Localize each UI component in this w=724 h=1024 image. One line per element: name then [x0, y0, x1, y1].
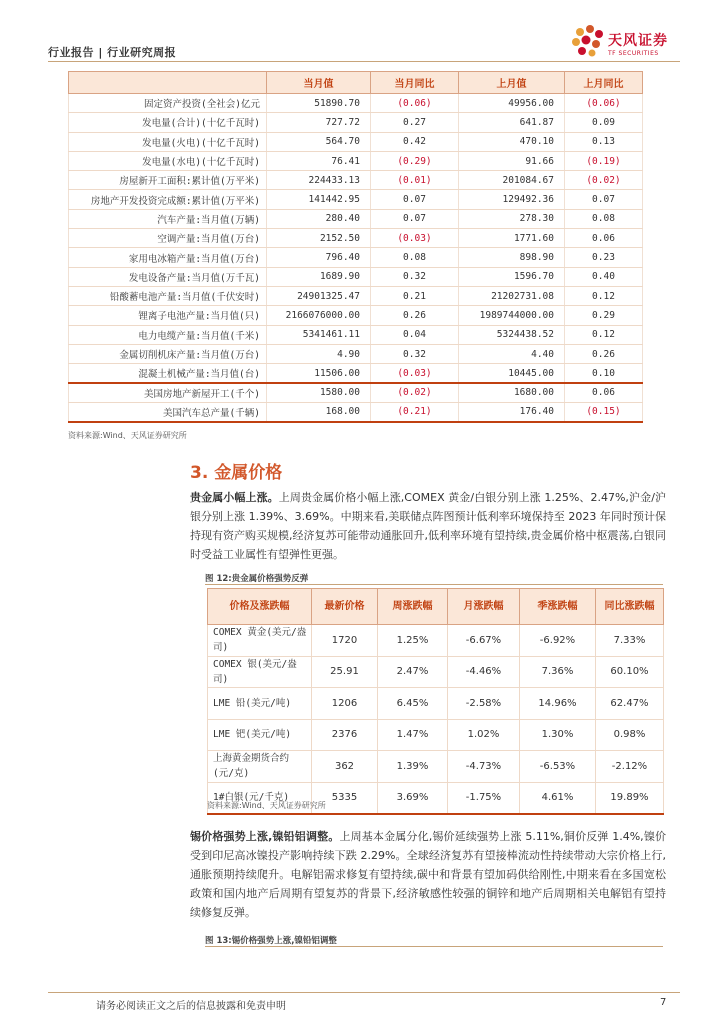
row-label: 固定资产投资(全社会)亿元: [69, 94, 267, 113]
table-row: [69, 151, 643, 170]
table-row: [69, 190, 643, 209]
weekly-change: 6.45%: [378, 688, 448, 720]
row-label: 混凝土机械产量:当月值(台): [69, 364, 267, 383]
quarterly-change: -6.92%: [520, 625, 596, 657]
macro-data-table: [68, 71, 643, 423]
table-row: [69, 209, 643, 228]
previous-value: 5324438.52: [459, 325, 565, 344]
current-value: 76.41: [267, 151, 371, 170]
previous-yoy: 0.29: [565, 306, 643, 325]
figure-12-divider: [205, 584, 663, 585]
metal-name: COMEX 黄金(美元/盎司): [208, 625, 312, 657]
row-label: 美国房地产新屋开工(千个): [69, 383, 267, 402]
weekly-change: 1.25%: [378, 625, 448, 657]
previous-value: 91.66: [459, 151, 565, 170]
yoy-change: 60.10%: [596, 656, 664, 688]
previous-value: 470.10: [459, 132, 565, 151]
monthly-change: -4.73%: [448, 751, 520, 783]
base-metals-paragraph: [190, 827, 666, 922]
table-row: [69, 325, 643, 344]
monthly-change: -6.67%: [448, 625, 520, 657]
current-value: 11506.00: [267, 364, 371, 383]
previous-yoy: (0.19): [565, 151, 643, 170]
current-yoy: (0.06): [371, 94, 459, 113]
previous-value: 1771.60: [459, 229, 565, 248]
current-value: 1689.90: [267, 267, 371, 286]
metal-name: LME 铅(美元/吨): [208, 688, 312, 720]
previous-yoy: 0.06: [565, 229, 643, 248]
figure-12-title: 图 12:贵金属价格强势反弹: [205, 574, 309, 584]
previous-value: 201084.67: [459, 171, 565, 190]
paragraph-body: 上周贵金属价格小幅上涨,COMEX 黄金/白银分别上涨 1.25%、2.47%,沪金/沪银分别上涨 1.39%、3.69%。中期来看,美联储点阵图预计低利率环境保持至 2023 年同时预计保持现有资产购买规模,经济复苏可能带动通胀回升,低利率环境有望持续,贵金属价格中枢震荡,白银同时受益工业属性有望弹性更强。: [190, 491, 667, 561]
monthly-change: -1.75%: [448, 782, 520, 814]
monthly-change: 1.02%: [448, 719, 520, 751]
current-yoy: 0.32: [371, 344, 459, 363]
table-row: [208, 751, 664, 783]
row-label: 金属切削机床产量:当月值(万台): [69, 344, 267, 363]
footer-disclaimer: 请务必阅读正文之后的信息披露和免责申明: [96, 1001, 286, 1012]
previous-yoy: 0.40: [565, 267, 643, 286]
table-row: [208, 656, 664, 688]
table-header-row: [69, 72, 643, 94]
current-value: 2166076000.00: [267, 306, 371, 325]
current-yoy: (0.03): [371, 364, 459, 383]
current-yoy: 0.32: [371, 267, 459, 286]
current-yoy: (0.21): [371, 402, 459, 421]
table1-source: 资料来源:Wind、天风证券研究所: [68, 431, 187, 440]
precious-metals-paragraph: [190, 488, 666, 564]
col-header-current-yoy: 当月同比: [371, 72, 459, 94]
row-label: 家用电冰箱产量:当月值(万台): [69, 248, 267, 267]
section-title: 3. 金属价格: [190, 463, 283, 483]
table-row: [69, 171, 643, 190]
col-header-previous-yoy: 上月同比: [565, 72, 643, 94]
metal-name: LME 钯(美元/吨): [208, 719, 312, 751]
latest-price: 2376: [312, 719, 378, 751]
current-value: 51890.70: [267, 94, 371, 113]
metal-name: 上海黄金期货合约 (元/克): [208, 751, 312, 783]
previous-yoy: 0.12: [565, 325, 643, 344]
weekly-change: 2.47%: [378, 656, 448, 688]
table-row: [208, 625, 664, 657]
previous-yoy: 0.06: [565, 383, 643, 402]
col-header-monthly-change: 月涨跌幅: [448, 589, 520, 625]
latest-price: 25.91: [312, 656, 378, 688]
previous-value: 1989744000.00: [459, 306, 565, 325]
current-value: 2152.50: [267, 229, 371, 248]
row-label: 空调产量:当月值(万台): [69, 229, 267, 248]
col-header-current: 当月值: [267, 72, 371, 94]
table-row: [69, 132, 643, 151]
current-value: 141442.95: [267, 190, 371, 209]
table-row: [208, 688, 664, 720]
figure-13-divider: [205, 946, 663, 947]
current-yoy: (0.29): [371, 151, 459, 170]
current-yoy: 0.08: [371, 248, 459, 267]
previous-yoy: (0.06): [565, 94, 643, 113]
row-label: 发电量(合计)(十亿千瓦时): [69, 113, 267, 132]
figure-13-title: 图 13:锡价格强势上涨,镍铅铝调整: [205, 936, 337, 946]
previous-yoy: 0.10: [565, 364, 643, 383]
header-divider: [48, 61, 680, 62]
previous-value: 49956.00: [459, 94, 565, 113]
table-row: [69, 306, 643, 325]
previous-value: 1596.70: [459, 267, 565, 286]
report-header-title: 行业报告 | 行业研究周报: [48, 46, 177, 59]
table-row: [69, 248, 643, 267]
weekly-change: 1.39%: [378, 751, 448, 783]
current-value: 727.72: [267, 113, 371, 132]
current-yoy: 0.27: [371, 113, 459, 132]
table-row: [69, 364, 643, 383]
previous-value: 10445.00: [459, 364, 565, 383]
monthly-change: -2.58%: [448, 688, 520, 720]
previous-yoy: 0.26: [565, 344, 643, 363]
latest-price: 362: [312, 751, 378, 783]
quarterly-change: 4.61%: [520, 782, 596, 814]
row-label: 发电量(水电)(十亿千瓦时): [69, 151, 267, 170]
table-row: [69, 94, 643, 113]
previous-yoy: (0.02): [565, 171, 643, 190]
col-header-latest-price: 最新价格: [312, 589, 378, 625]
current-yoy: (0.01): [371, 171, 459, 190]
previous-value: 278.30: [459, 209, 565, 228]
logo-text-en: TF SECURITIES: [608, 50, 659, 57]
current-yoy: (0.02): [371, 383, 459, 402]
col-header-quarterly-change: 季涨跌幅: [520, 589, 596, 625]
current-yoy: 0.07: [371, 190, 459, 209]
current-yoy: 0.07: [371, 209, 459, 228]
previous-yoy: 0.08: [565, 209, 643, 228]
row-label: 房屋新开工面积:累计值(万平米): [69, 171, 267, 190]
col-header-item: 价格及涨跌幅: [208, 589, 312, 625]
current-value: 280.40: [267, 209, 371, 228]
yoy-change: 7.33%: [596, 625, 664, 657]
paragraph-body: 上周基本金属分化,锡价延续强势上涨 5.11%,铜价反弹 1.4%,镍价受到印尼高冰镍投产影响持续下跌 2.29%。全球经济复苏有望接棒流动性持续带动大宗价格上行,通胀预期持续爬升。电解铝需求修复有望持续,碳中和背景有望加码供给刚性,中期来看在多国宽松政策和国内地产后周期有望复苏的背景下,经济敏感性较强的铜锌和地产后周期相关电解铝有望持续修复反弹。: [190, 830, 666, 919]
current-value: 4.90: [267, 344, 371, 363]
previous-yoy: 0.13: [565, 132, 643, 151]
table-row: [69, 344, 643, 363]
previous-yoy: 0.12: [565, 286, 643, 305]
row-label: 锂离子电池产量:当月值(只): [69, 306, 267, 325]
paragraph-lead: 贵金属小幅上涨。: [190, 491, 279, 504]
latest-price: 1206: [312, 688, 378, 720]
row-label: 房地产开发投资完成额:累计值(万平米): [69, 190, 267, 209]
previous-yoy: (0.15): [565, 402, 643, 421]
col-header-weekly-change: 周涨跌幅: [378, 589, 448, 625]
table-row: [69, 267, 643, 286]
metal-name: 1#白银(元/千克): [208, 782, 312, 814]
latest-price: 5335: [312, 782, 378, 814]
previous-value: 176.40: [459, 402, 565, 421]
current-value: 168.00: [267, 402, 371, 421]
current-value: 564.70: [267, 132, 371, 151]
col-header-previous: 上月值: [459, 72, 565, 94]
figure-12-source: 资料来源:Wind、天风证券研究所: [207, 801, 326, 810]
latest-price: 1720: [312, 625, 378, 657]
row-label: 铅酸蓄电池产量:当月值(千伏安时): [69, 286, 267, 305]
previous-value: 4.40: [459, 344, 565, 363]
footer-divider: [48, 992, 680, 993]
table-row: [69, 383, 643, 402]
table-header-row: [208, 589, 664, 625]
table-row: [69, 113, 643, 132]
current-value: 224433.13: [267, 171, 371, 190]
row-label: 发电设备产量:当月值(万千瓦): [69, 267, 267, 286]
current-yoy: 0.21: [371, 286, 459, 305]
current-value: 24901325.47: [267, 286, 371, 305]
current-yoy: (0.03): [371, 229, 459, 248]
yoy-change: -2.12%: [596, 751, 664, 783]
yoy-change: 0.98%: [596, 719, 664, 751]
col-header-yoy-change: 同比涨跌幅: [596, 589, 664, 625]
logo-text-cn: 天风证券: [608, 33, 668, 49]
current-value: 1580.00: [267, 383, 371, 402]
yoy-change: 19.89%: [596, 782, 664, 814]
quarterly-change: 14.96%: [520, 688, 596, 720]
previous-value: 898.90: [459, 248, 565, 267]
current-value: 5341461.11: [267, 325, 371, 344]
row-label: 电力电缆产量:当月值(千米): [69, 325, 267, 344]
yoy-change: 62.47%: [596, 688, 664, 720]
col-header-label: [69, 72, 267, 94]
precious-metal-price-table: [207, 588, 664, 815]
previous-yoy: 0.09: [565, 113, 643, 132]
current-yoy: 0.26: [371, 306, 459, 325]
row-label: 汽车产量:当月值(万辆): [69, 209, 267, 228]
quarterly-change: 7.36%: [520, 656, 596, 688]
previous-yoy: 0.23: [565, 248, 643, 267]
table-row: [69, 229, 643, 248]
table-row: [208, 719, 664, 751]
weekly-change: 1.47%: [378, 719, 448, 751]
quarterly-change: 1.30%: [520, 719, 596, 751]
page-number: 7: [660, 997, 667, 1008]
previous-yoy: 0.07: [565, 190, 643, 209]
previous-value: 1680.00: [459, 383, 565, 402]
current-value: 796.40: [267, 248, 371, 267]
metal-name: COMEX 银(美元/盎司): [208, 656, 312, 688]
previous-value: 641.87: [459, 113, 565, 132]
monthly-change: -4.46%: [448, 656, 520, 688]
table-row: [69, 402, 643, 421]
previous-value: 129492.36: [459, 190, 565, 209]
row-label: 美国汽车总产量(千辆): [69, 402, 267, 421]
table-row: [69, 286, 643, 305]
current-yoy: 0.42: [371, 132, 459, 151]
quarterly-change: -6.53%: [520, 751, 596, 783]
current-yoy: 0.04: [371, 325, 459, 344]
row-label: 发电量(火电)(十亿千瓦时): [69, 132, 267, 151]
paragraph-lead: 锡价格强势上涨,镍铅铝调整。: [190, 830, 340, 843]
previous-value: 21202731.08: [459, 286, 565, 305]
weekly-change: 3.69%: [378, 782, 448, 814]
